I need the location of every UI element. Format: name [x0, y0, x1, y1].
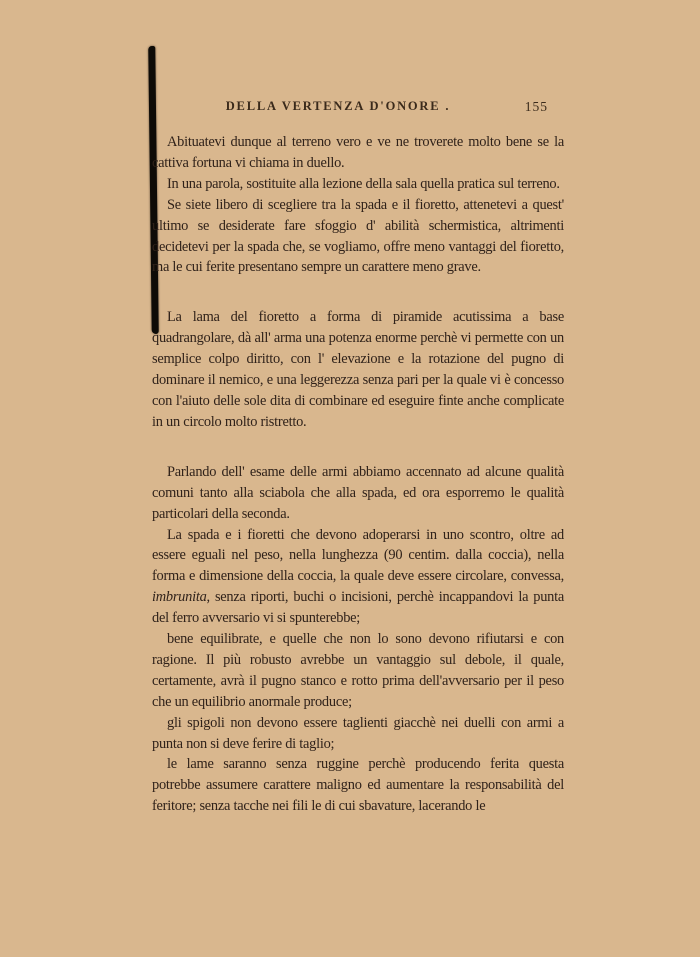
- paragraphs: [152, 132, 564, 817]
- paragraph-text: Parlando dell' esame delle armi abbiamo accennato ad alcune qualità comuni tanto alla sciabola che alla spada, ed ora esporremo le qualità particolari della seconda.: [152, 463, 564, 522]
- paragraph: [152, 462, 564, 525]
- running-head: [152, 99, 564, 119]
- paragraph: [152, 525, 564, 630]
- paragraph-text: La lama del fioretto a forma di piramide acutissima a base quadrangolare, dà all' arma una potenza enorme perchè vi permette con un semplice colpo diritto, con l' elevazione e la rotazione del pugno di dominare il nemico, e una leggerezza senza pari per la quale vi è concesso con l'aiuto delle sole dita di combinare ed eseguire finte anche complicate in un circolo molto ristretto.: [152, 309, 564, 430]
- paragraph-text: gli spigoli non devono essere taglienti giacchè nei duelli con armi a punta non si deve ferire di taglio;: [152, 714, 564, 752]
- paragraph: [152, 754, 564, 817]
- paragraph: [152, 629, 564, 713]
- paragraph-text: In una parola, sostituite alla lezione della sala quella pratica sul terreno.: [167, 175, 560, 192]
- paragraph: [152, 132, 564, 174]
- paragraph: [152, 307, 564, 432]
- chapter-title: DELLA VERTENZA D'ONORE .: [225, 99, 451, 113]
- paragraph-text: Se siete libero di scegliere tra la spada e il fioretto, attenetevi a quest' ultimo se desiderate fare sfoggio d' abilità schermistica, altrimenti decidetevi per la spada che, se vogliamo, offre meno vantaggi del fioretto, ma le cui ferite presentano sempre un carattere meno grave.: [152, 196, 564, 276]
- paragraph-text: bene equilibrate, e quelle che non lo sono devono rifiutarsi e con ragione. Il più robusto avrebbe un vantaggio sul debole, il quale, certamente, avrà il pugno stanco e rotto prima dell'avversario per il peso che un equilibrio anormale produce;: [152, 631, 564, 710]
- paragraph-text-italic: imbrunita: [152, 589, 207, 606]
- paragraph: [152, 174, 564, 195]
- page-number: 155: [524, 99, 548, 114]
- paragraph-text: La spada e i fioretti che devono adoperarsi in uno scontro, oltre ad essere eguali nel peso, nella lunghezza (90 centim. dalla coccia), nella forma e dimensione della coccia, la quale deve essere circolare, convessa,: [152, 526, 564, 585]
- paragraph-text: Abituatevi dunque al terreno vero e ve ne troverete molto bene se la cattiva fortuna vi chiama in duello.: [152, 134, 564, 171]
- paragraph-text: , senza riporti, buchi o incisioni, perchè incappandovi la punta del ferro avversario vi si spunterebbe;: [152, 589, 564, 627]
- paragraph: [152, 195, 564, 279]
- paragraph: [152, 713, 564, 755]
- paragraph-text: le lame saranno senza ruggine perchè producendo ferita questa potrebbe assumere carattere maligno ed aumentare la responsabilità del feritore; senza tacche nei fili le di cui sbavature, lacerando le: [152, 756, 564, 815]
